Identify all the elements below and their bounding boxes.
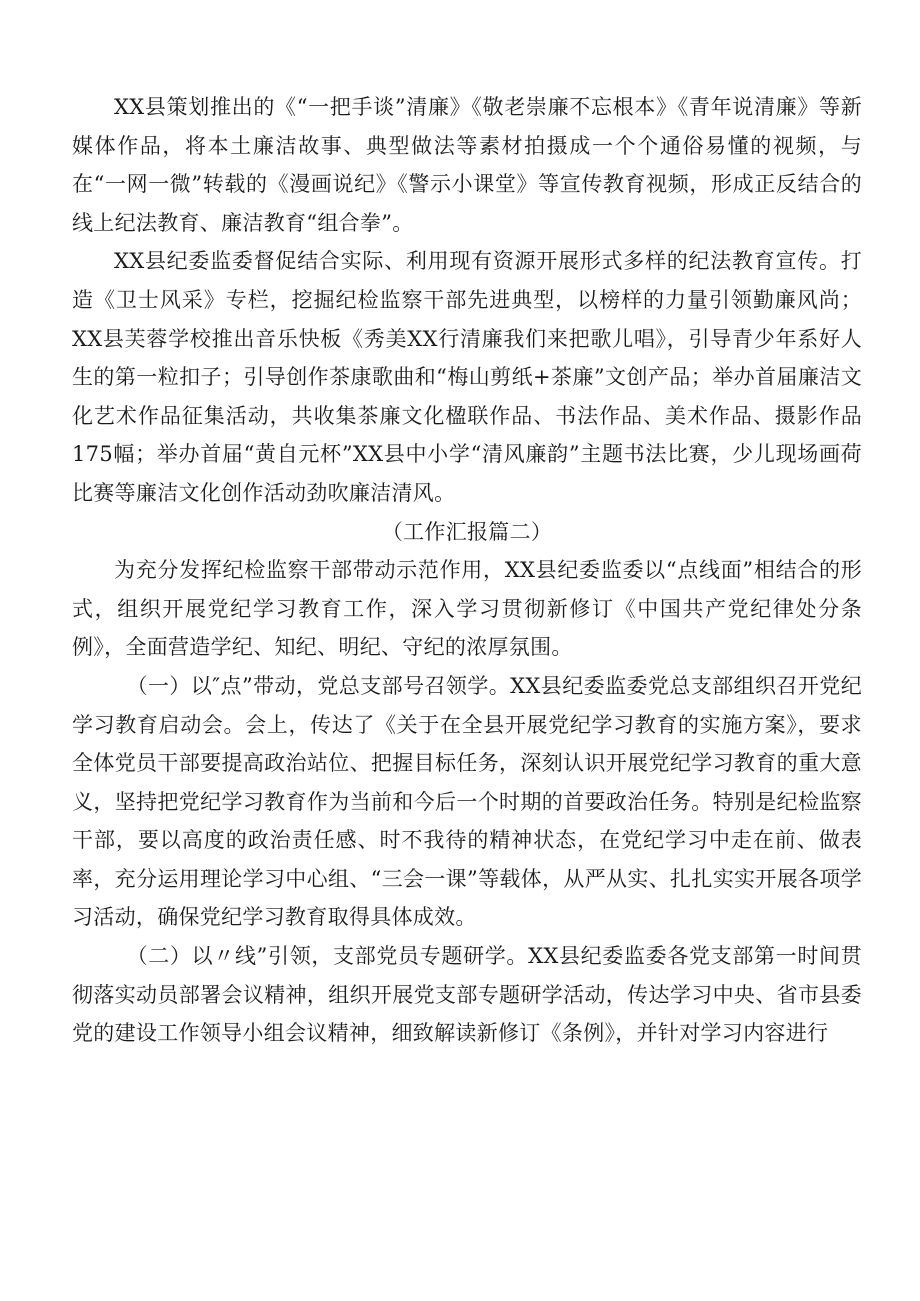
paragraph-intro: 为充分发挥纪检监察干部带动示范作用，XX县纪委监委以“点线面”相结合的形式，组织开展党纪学习教育工作，深入学习贯彻新修订《中国共产党纪律处分条例》，全面营造学纪、知纪、明纪、守纪的浓厚氛围。 <box>72 558 862 660</box>
paragraph-education-activities: XX县纪委监委督促结合实际、利用现有资源开展形式多样的纪法教育宣传。打造《卫士风采》专栏，挖掘纪检监察干部先进典型，以榜样的力量引领勤廉风尚；XX县芙蓉学校推出音乐快板《秀美XX行清廉我们来把歌儿唱》，引导青少年系好人生的第一粒扣子；引导创作茶康歌曲和“梅山剪纸+茶廉”文创产品；举办首届廉洁文化艺术作品征集活动，共收集茶廉文化楹联作品、书法作品、美术作品、摄影作品175幅；举办首届“黄自元杯”XX县中小学“清风廉韵”主题书法比赛，少儿现场画荷比赛等廉洁文化创作活动劲吹廉洁清风。 <box>72 249 862 505</box>
paragraph-new-media-works: XX县策划推出的《“一把手谈”清廉》《敬老崇廉不忘根本》《青年说清廉》等新媒体作品，将本土廉洁故事、典型做法等素材拍摄成一个个通俗易懂的视频，与在“一网一微”转载的《漫画说纪》《警示小课堂》等宣传教育视频，形成正反结合的线上纪法教育、廉洁教育“组合拳”。 <box>72 95 862 235</box>
paragraph-line-lead: （二）以〃线”引领，支部党员专题研学。XX县纪委监委各党支部第一时间贯彻落实动员部署会议精神，组织开展党支部专题研学活动，传达学习中央、省市县委党的建设工作领导小组会议精神，细致解读新修订《条例》，并针对学习内容进行 <box>72 944 862 1046</box>
document-body <box>72 88 862 1053</box>
paragraph-point-lead: （一）以″点”带动，党总支部号召领学。XX县纪委监委党总支部组织召开党纪学习教育启动会。会上，传达了《关于在全县开展党纪学习教育的实施方案》，要求全体党员干部要提高政治站位、把握目标任务，深刻认识开展党纪学习教育的重大意义，坚持把党纪学习教育作为当前和今后一个时期的首要政治任务。特别是纪检监察干部，要以高度的政治责任感、时不我待的精神状态，在党纪学习中走在前、做表率，充分运用理论学习中心组、“三会一课”等载体，从严从实、扎扎实实开展各项学习活动，确保党纪学习教育取得具体成效。 <box>72 673 862 930</box>
section-title: （工作汇报篇二） <box>381 519 553 544</box>
